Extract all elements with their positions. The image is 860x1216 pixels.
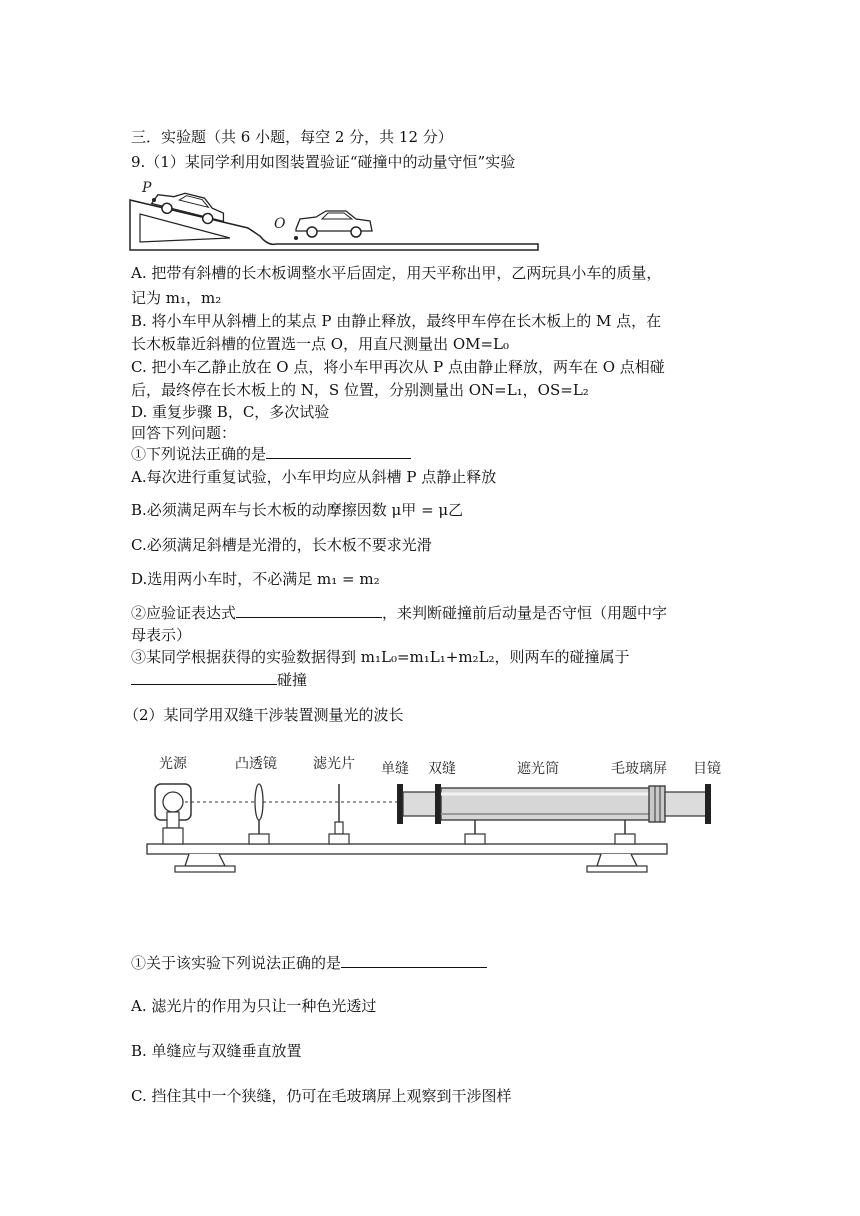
sub1-option-b: B.必须满足两车与长木板的动摩擦因数 μ甲 = μ乙 (131, 501, 464, 519)
question-9-intro: 9.（1）某同学利用如图装置验证“碰撞中的动量守恒”实验 (131, 153, 516, 171)
double-slit-apparatus-figure (145, 748, 745, 888)
label-double-slit: 双缝 (428, 761, 456, 777)
label-convex-lens: 凸透镜 (235, 756, 277, 772)
sub1-option-c: C.必须满足斜槽是光滑的，长木板不要求光滑 (131, 536, 432, 554)
step-c-line2: 后，最终停在长木板上的 N，S 位置，分别测量出 ON=L₁，OS=L₂ (131, 381, 589, 399)
step-b-line1: B. 将小车甲从斜槽上的某点 P 由静止释放，最终甲车停在长木板上的 M 点，在 (131, 312, 662, 330)
collision-apparatus-figure (128, 178, 548, 253)
label-o: O (274, 216, 286, 232)
label-p: P (142, 180, 152, 196)
sub2-answer-blank[interactable] (236, 603, 382, 618)
sub3-suffix: 碰撞 (277, 671, 308, 689)
label-filter: 滤光片 (313, 756, 355, 772)
sub2-prefix: ②应验证表达式 (131, 604, 237, 622)
sub2-suffix: ，来判断碰撞前后动量是否守恒（用题中字 (382, 604, 668, 622)
step-a-line2: 记为 m₁，m₂ (131, 289, 222, 307)
eyepiece-icon (665, 784, 711, 824)
part2-intro: （2）某同学用双缝干涉装置测量光的波长 (124, 706, 404, 724)
part2-option-a: A. 滤光片的作用为只让一种色光透过 (131, 997, 377, 1015)
sub2-line1 (131, 603, 667, 623)
step-b-line2: 长木板靠近斜槽的位置选一点 O，用直尺测量出 OM=L₀ (131, 335, 510, 353)
sub1-answer-blank[interactable] (266, 444, 411, 459)
answer-prompt: 回答下列问题： (131, 424, 237, 442)
sub1-option-d: D.选用两小车时，不必满足 m₁ = m₂ (131, 570, 380, 588)
sub3-line1: ③某同学根据获得的实验数据得到 m₁L₀=m₁L₁+m₂L₂，则两车的碰撞属于 (131, 648, 630, 666)
step-c-line1: C. 把小车乙静止放在 O 点，将小车甲再次从 P 点由静止释放，两车在 O 点相碰 (131, 358, 665, 376)
part2-sub1-answer-blank[interactable] (341, 953, 487, 968)
frosted-screen-icon (649, 786, 665, 822)
light-tube-icon (435, 784, 651, 844)
sub3-answer-blank[interactable] (131, 670, 277, 685)
part2-sub1-prompt-text: ①关于该实验下列说法正确的是 (131, 954, 342, 972)
single-slit-icon (397, 784, 439, 824)
section-heading: 三．实验题（共 6 小题，每空 2 分，共 12 分） (131, 128, 453, 146)
sub1-prompt (131, 444, 411, 464)
sub1-option-a: A.每次进行重复试验，小车甲均应从斜槽 P 点静止释放 (131, 468, 497, 486)
sub1-prompt-text: ①下列说法正确的是 (131, 445, 267, 463)
light-source-icon (155, 784, 191, 844)
step-d: D. 重复步骤 B，C，多次试验 (131, 403, 330, 421)
sub3-line2 (131, 670, 307, 690)
step-a-line1: A. 把带有斜槽的长木板调整水平后固定，用天平称出甲，乙两玩具小车的质量， (131, 264, 662, 282)
label-light-tube: 遮光筒 (517, 761, 559, 777)
label-single-slit: 单缝 (381, 761, 409, 777)
part2-option-c: C. 挡住其中一个狭缝，仍可在毛玻璃屏上观察到干涉图样 (131, 1087, 512, 1105)
sub2-line2: 母表示） (131, 626, 192, 644)
convex-lens-icon (249, 784, 269, 844)
filter-icon (329, 784, 349, 844)
label-eyepiece: 目镜 (693, 761, 721, 777)
label-frosted-screen: 毛玻璃屏 (611, 761, 667, 777)
label-light-source: 光源 (159, 756, 187, 772)
part2-option-b: B. 单缝应与双缝垂直放置 (131, 1042, 302, 1060)
car-b-icon (296, 211, 372, 237)
part2-sub1-prompt (131, 953, 487, 973)
